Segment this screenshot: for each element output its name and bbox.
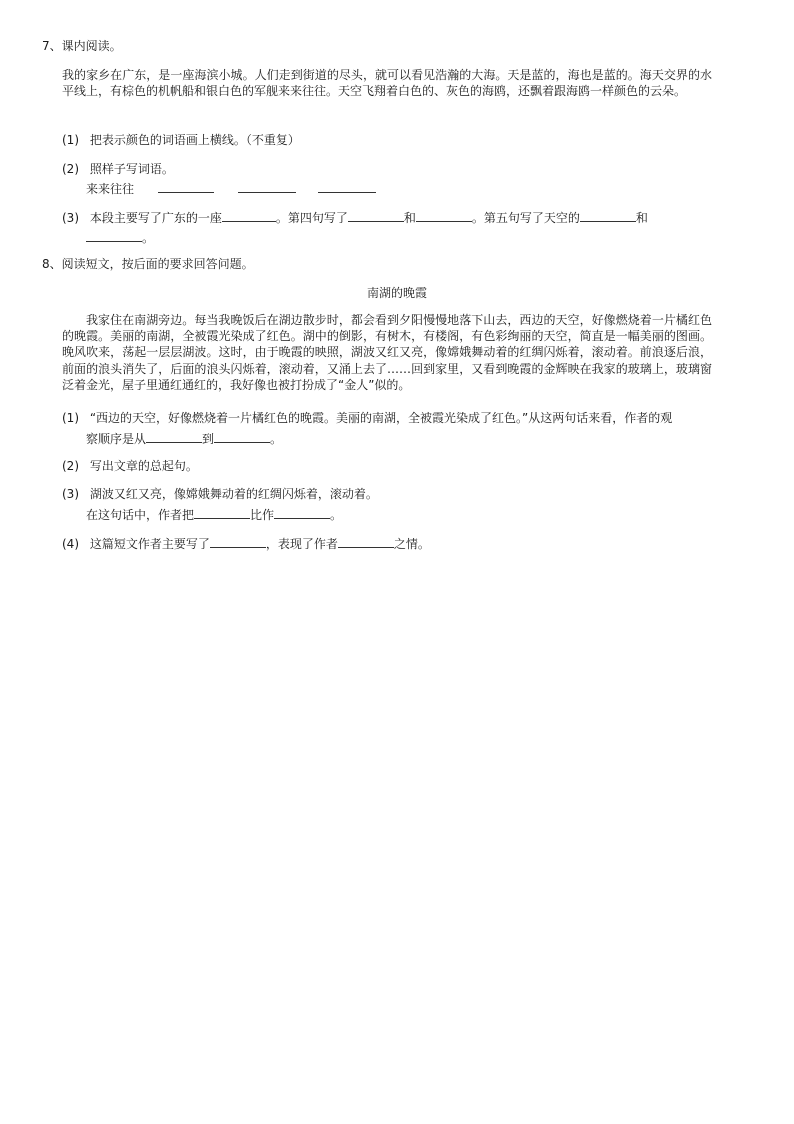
q8-sub3-text: 湖波又红又亮，像嫦娥舞动着的红绸闪烁着，滚动着。 — [89, 487, 378, 501]
q8-sub3-blank-2[interactable] — [274, 506, 330, 519]
q7-sub2-blank-1[interactable] — [158, 180, 214, 193]
q8-sub4-text-c: 之情。 — [393, 537, 430, 551]
q7-sub1-number: (1) — [62, 133, 79, 147]
q7-sub3-line2 — [86, 229, 154, 246]
q8-sub2-number: (2) — [62, 459, 79, 473]
q8-sub3-number: (3) — [62, 487, 79, 501]
q7-sub1-text: 把表示颜色的词语画上横线。（不重复） — [89, 133, 300, 147]
q7-passage: 我的家乡在广东，是一座海滨小城。人们走到街道的尽头，就可以看见浩瀚的大海。天是蓝的，海也是蓝的。海天交界的水平线上，有棕色的机帆船和银白色的军舰来来往往。天空飞翔着白色的、灰色的海鸥，还飘着跟海鸥一样颜色的云朵。 — [62, 68, 712, 99]
q8-sub4 — [62, 535, 430, 552]
q7-sub3-blank-5[interactable] — [86, 229, 142, 242]
q7-sub3-end: 。 — [142, 231, 155, 245]
q7-sub2-number: (2) — [62, 162, 79, 176]
q8-sub1-blank-1[interactable] — [146, 430, 202, 443]
q7-sub3-blank-2[interactable] — [348, 209, 404, 222]
q8-sub3-blank-1[interactable] — [194, 506, 250, 519]
q8-sub1 — [62, 410, 672, 426]
q7-sub2-example: 来来往往 — [86, 182, 135, 196]
q7-sub3-text-e: 和 — [635, 211, 648, 225]
q8-sub4-number: (4) — [62, 537, 79, 551]
q8-sub3-line2 — [86, 506, 342, 523]
q7-sub2 — [62, 161, 174, 177]
q7-sub2-blank-2[interactable] — [238, 180, 296, 193]
q7-sub1 — [62, 132, 300, 148]
q8-sub3-end: 。 — [330, 508, 343, 522]
q7-sub3 — [62, 209, 648, 226]
q8-sub4-blank-1[interactable] — [210, 535, 266, 548]
q8-sub3-text-a: 在这句话中，作者把 — [86, 508, 195, 522]
q8-sub1-text2: 察顺序是从 — [86, 432, 147, 446]
q7-sub3-blank-1[interactable] — [222, 209, 276, 222]
q8-sub4-blank-2[interactable] — [338, 535, 394, 548]
q7-sub2-answer-row — [86, 180, 376, 197]
q7-sub3-text-b: 。第四句写了 — [275, 211, 348, 225]
q8-heading: 8、阅读短文，按后面的要求回答问题。 — [42, 257, 254, 271]
q8-sub1-number: (1) — [62, 411, 79, 425]
q8-sub3 — [62, 486, 378, 502]
q8-sub4-text-b: ，表现了作者 — [265, 537, 338, 551]
q8-sub1-text: “西边的天空，好像燃烧着一片橘红色的晚霞。美丽的南湖，全被霞光染成了红色。”从这两句话来看，作者的观 — [89, 411, 673, 425]
q8-sub1-mid: 到 — [202, 432, 215, 446]
q8-sub1-blank-2[interactable] — [214, 430, 270, 443]
q7-sub3-text-c: 和 — [403, 211, 416, 225]
q8-sub1-line2 — [86, 430, 282, 447]
q8-sub3-text-b: 比作 — [250, 508, 275, 522]
q7-heading: 7、课内阅读。 — [42, 39, 122, 53]
q7-sub3-blank-3[interactable] — [416, 209, 472, 222]
q8-title: 南湖的晚霞 — [366, 286, 427, 300]
q8-sub2-text: 写出文章的总起句。 — [89, 459, 198, 473]
q7-sub2-text: 照样子写词语。 — [89, 162, 174, 176]
q7-sub3-blank-4[interactable] — [580, 209, 636, 222]
q8-sub4-text-a: 这篇短文作者主要写了 — [89, 537, 210, 551]
q7-sub3-number: (3) — [62, 211, 79, 225]
q8-sub2 — [62, 458, 198, 474]
q7-sub2-blank-3[interactable] — [318, 180, 376, 193]
q7-sub3-text-a: 本段主要写了广东的一座 — [89, 211, 222, 225]
q8-passage: 我家住在南湖旁边。每当我晚饭后在湖边散步时，都会看到夕阳慢慢地落下山去，西边的天空，好像燃烧着一片橘红色的晚霞。美丽的南湖，全被霞光染成了红色。湖中的倒影，有树木，有楼阁，有色彩绚丽的天空，简直是一幅美丽的图画。晚风吹来，荡起一层层湖波。这时，由于晚霞的映照，湖波又红又亮，像嫦娥舞动着的红绸闪烁着，滚动着。前浪逐后浪，前面的浪头消失了，后面的浪头闪烁着，滚动着，又涌上去了……回到家里，又看到晚霞的金辉映在我家的玻璃上，玻璃窗泛着金光，屋子里通红通红的，我好像也被打扮成了“金人”似的。 — [62, 313, 712, 392]
q7-sub3-text-d: 。第五句写了天空的 — [471, 211, 580, 225]
q8-sub1-end: 。 — [270, 432, 283, 446]
